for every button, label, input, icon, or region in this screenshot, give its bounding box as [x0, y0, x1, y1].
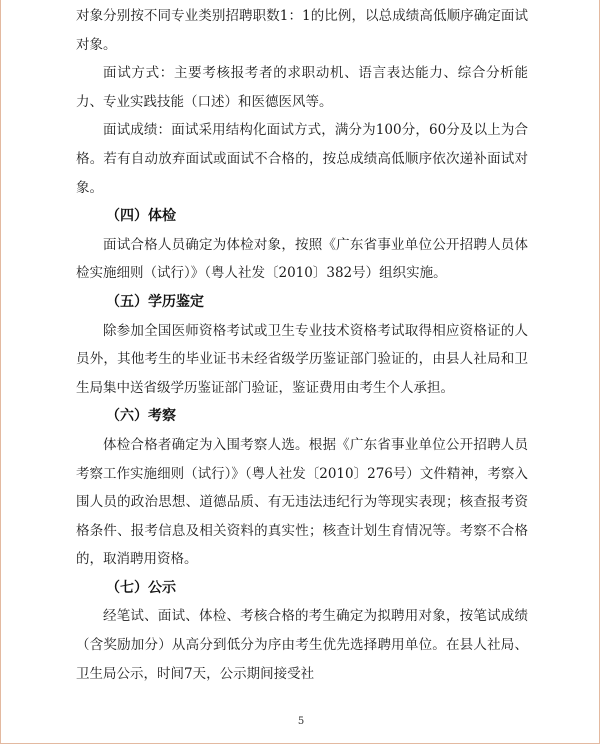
section-heading-education-verification: （五）学历鉴定	[106, 293, 204, 310]
section-heading-investigation: （六）考察	[106, 408, 176, 425]
paragraph-education-verification: 除参加全国医师资格考试或卫生专业技术资格考试取得相应资格证的人员外，其他考生的毕业证书未经省级学历鉴证部门验证的，由县人社局和卫生局集中送省级学历鉴证部门验证，鉴证费用由考生个人承担。	[76, 322, 528, 396]
paragraph-physical-exam: 面试合格人员确定为体检对象，按照《广东省事业单位公开招聘人员体检实施细则（试行）》（粤人社发〔2010〕382号）组织实施。	[76, 236, 528, 282]
paragraph-interview-method: 面试方式：主要考核报考者的求职动机、语言表达能力、综合分析能力、专业实践技能（口述）和医德医风等。	[76, 65, 528, 110]
paragraph-investigation: 体检合格者确定为入围考察人选。根据《广东省事业单位公开招聘人员考察工作实施细则（试行）》（粤人社发〔2010〕276号）文件精神，考察入围人员的政治思想、道德品质、有无违法违纪行为等现实表现；核查报考资格条件、报考信息及相关资料的真实性；核查计划生育情况等。考察不合格的，取消聘用资格。	[76, 436, 528, 568]
document-body	[76, 2, 528, 688]
paragraph-public-notice: 经笔试、面试、体检、考核合格的考生确定为拟聘用对象，按笔试成绩（含奖励加分）从高分到低分为序由考生优先选择聘用单位。在县人社局、卫生局公示，时间7天，公示期间接受社	[76, 608, 528, 682]
page-number: 5	[297, 716, 305, 727]
section-heading-physical-exam: （四）体检	[106, 208, 176, 225]
section-heading-public-notice: （七）公示	[106, 579, 176, 596]
paragraph-interview-selection: 对象分别按不同专业类别招聘职数1：1的比例，以总成绩高低顺序确定面试对象。	[76, 8, 528, 53]
paragraph-interview-score: 面试成绩：面试采用结构化面试方式，满分为100分，60分及以上为合格。若有自动放弃面试或面试不合格的，按总成绩高低顺序依次递补面试对象。	[76, 122, 528, 196]
